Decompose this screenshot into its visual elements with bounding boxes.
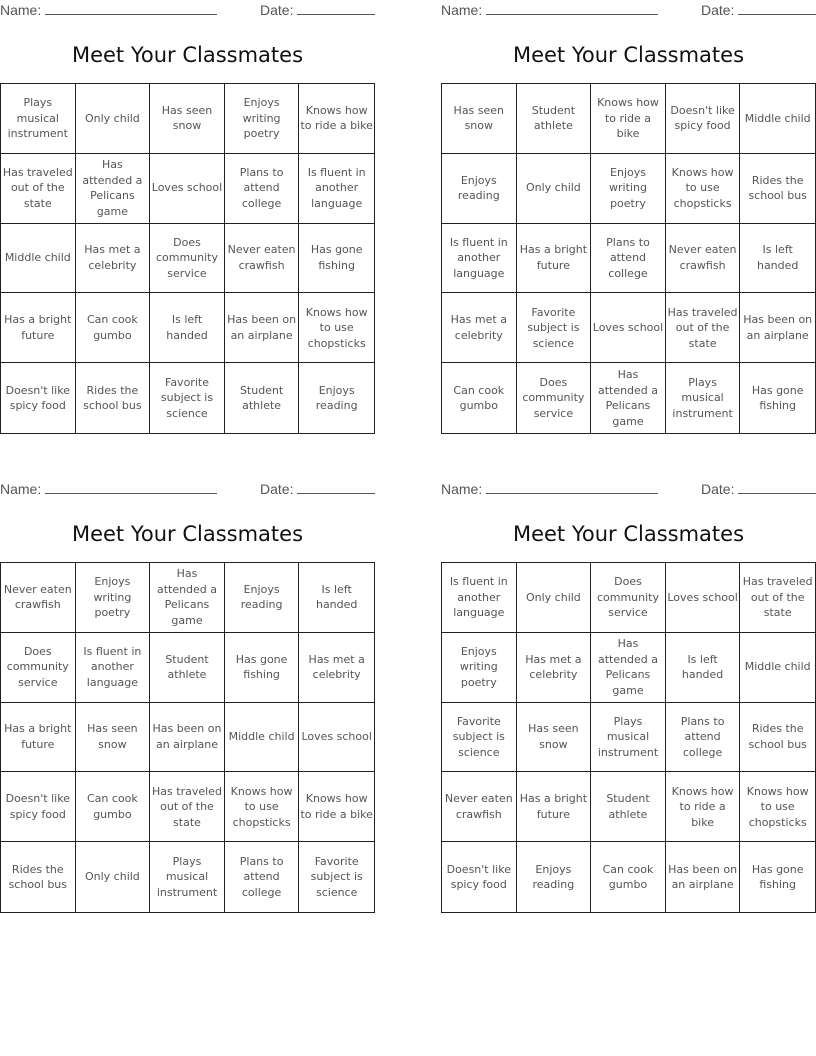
bingo-cell[interactable]: Doesn't like spicy food — [442, 842, 517, 912]
bingo-cell[interactable]: Is fluent in another language — [442, 563, 517, 633]
bingo-grid — [0, 562, 375, 913]
bingo-cell[interactable]: Middle child — [740, 633, 815, 703]
bingo-cell[interactable]: Plays musical instrument — [150, 842, 225, 912]
bingo-cell[interactable]: Rides the school bus — [76, 363, 151, 433]
bingo-cell[interactable]: Student athlete — [150, 633, 225, 703]
bingo-cell[interactable]: Can cook gumbo — [442, 363, 517, 433]
bingo-card-1 — [0, 0, 375, 440]
bingo-cell[interactable]: Doesn't like spicy food — [1, 363, 76, 433]
bingo-card-2 — [441, 0, 816, 440]
bingo-cell[interactable]: Has traveled out of the state — [666, 293, 741, 363]
bingo-cell[interactable]: Has attended a Pelicans game — [76, 154, 151, 224]
bingo-cell[interactable]: Knows how to ride a bike — [666, 772, 741, 842]
name-field[interactable] — [441, 2, 658, 18]
bingo-cell[interactable]: Middle child — [740, 84, 815, 154]
bingo-cell[interactable]: Has gone fishing — [225, 633, 300, 703]
bingo-cell[interactable]: Can cook gumbo — [76, 293, 151, 363]
bingo-cell[interactable]: Has traveled out of the state — [150, 772, 225, 842]
name-label: Name: — [0, 2, 42, 18]
name-blank-line[interactable] — [45, 481, 217, 494]
bingo-cell[interactable]: Favorite subject is science — [310, 854, 363, 899]
bingo-cell[interactable]: Never eaten crawfish — [442, 772, 517, 842]
bingo-cell[interactable]: Never eaten crawfish — [1, 563, 76, 633]
bingo-cell[interactable]: Loves school — [150, 154, 225, 224]
bingo-cell[interactable]: Only child — [76, 84, 151, 154]
bingo-cell[interactable]: Plans to attend college — [225, 842, 300, 912]
name-blank-line[interactable] — [45, 2, 217, 15]
date-field[interactable] — [260, 2, 375, 18]
bingo-cell[interactable]: Enjoys reading — [442, 154, 517, 224]
bingo-cell[interactable]: Has attended a Pelicans game — [150, 563, 225, 633]
bingo-cell[interactable]: Rides the school bus — [740, 154, 815, 224]
bingo-cell[interactable]: Has seen snow — [150, 84, 225, 154]
bingo-cell[interactable]: Never eaten crawfish — [666, 224, 741, 294]
bingo-cell[interactable]: Plays musical instrument — [666, 363, 741, 433]
bingo-cell[interactable]: Rides the school bus — [740, 703, 815, 773]
name-field[interactable] — [0, 481, 217, 497]
bingo-cell[interactable]: Favorite subject is science — [517, 293, 592, 363]
name-label: Name: — [441, 481, 483, 497]
bingo-cell[interactable]: Can cook gumbo — [76, 772, 151, 842]
bingo-cell[interactable]: Knows how to use chopsticks — [666, 154, 741, 224]
name-blank-line[interactable] — [486, 2, 658, 15]
card-header — [0, 2, 375, 20]
bingo-cell[interactable]: Has gone fishing — [751, 383, 804, 413]
bingo-cell[interactable]: Has been on an airplane — [666, 842, 741, 912]
bingo-cell[interactable]: Has attended a Pelicans game — [591, 633, 666, 703]
bingo-cell[interactable]: Enjoys writing poetry — [76, 563, 151, 633]
bingo-cell[interactable]: Enjoys reading — [315, 383, 358, 413]
card-title: Meet Your Classmates — [71, 43, 304, 67]
bingo-card-4 — [441, 479, 816, 919]
bingo-cell[interactable]: Middle child — [225, 703, 300, 773]
bingo-cell[interactable]: Has met a celebrity — [517, 633, 592, 703]
bingo-cell[interactable]: Has been on an airplane — [150, 703, 225, 773]
bingo-cell[interactable]: Only child — [517, 563, 592, 633]
bingo-cell[interactable]: Only child — [76, 842, 151, 912]
date-label: Date: — [260, 481, 294, 497]
bingo-grid — [441, 562, 816, 913]
bingo-cell[interactable]: Has seen snow — [517, 703, 592, 773]
bingo-cell[interactable]: Is fluent in another language — [442, 224, 517, 294]
bingo-cell[interactable]: Is left handed — [666, 633, 741, 703]
name-field[interactable] — [0, 2, 217, 18]
bingo-cell[interactable]: Has gone fishing — [751, 862, 804, 892]
bingo-cell[interactable]: Does community service — [1, 633, 76, 703]
bingo-cell[interactable]: Does community service — [517, 363, 592, 433]
bingo-cell[interactable]: Favorite subject is science — [442, 703, 517, 773]
date-blank-line[interactable] — [738, 481, 816, 494]
name-blank-line[interactable] — [486, 481, 658, 494]
card-header — [441, 2, 816, 20]
bingo-cell[interactable]: Is left handed — [740, 224, 815, 294]
bingo-cell[interactable]: Has gone fishing — [299, 224, 374, 294]
card-title: Meet Your Classmates — [71, 522, 304, 546]
date-blank-line[interactable] — [297, 2, 375, 15]
bingo-cell[interactable]: Knows how to use chopsticks — [740, 772, 815, 842]
bingo-cell[interactable]: Plans to attend college — [225, 154, 300, 224]
bingo-cell[interactable]: Only child — [517, 154, 592, 224]
date-field[interactable] — [701, 481, 816, 497]
bingo-cell[interactable]: Plays musical instrument — [591, 703, 666, 773]
bingo-cell[interactable]: Knows how to ride a bike — [299, 84, 374, 154]
bingo-cell[interactable]: Plays musical instrument — [1, 84, 76, 154]
bingo-cell[interactable]: Has a bright future — [1, 703, 76, 773]
bingo-cell[interactable]: Knows how to ride a bike — [299, 772, 374, 842]
date-field[interactable] — [701, 2, 816, 18]
bingo-cell[interactable]: Knows how to use chopsticks — [225, 772, 300, 842]
date-label: Date: — [260, 2, 294, 18]
bingo-cell[interactable]: Has a bright future — [517, 224, 592, 294]
bingo-cell[interactable]: Student athlete — [591, 772, 666, 842]
bingo-cell[interactable]: Favorite subject is science — [150, 363, 225, 433]
bingo-grid — [441, 83, 816, 434]
bingo-cell[interactable]: Plans to attend college — [666, 703, 741, 773]
bingo-cell[interactable]: Never eaten crawfish — [225, 224, 300, 294]
bingo-cell[interactable]: Loves school — [299, 703, 374, 773]
bingo-cell[interactable]: Has traveled out of the state — [740, 563, 815, 633]
bingo-cell[interactable]: Doesn't like spicy food — [666, 84, 741, 154]
bingo-cell[interactable]: Doesn't like spicy food — [1, 772, 76, 842]
bingo-cell[interactable]: Has attended a Pelicans game — [591, 363, 666, 433]
name-label: Name: — [441, 2, 483, 18]
bingo-cell[interactable]: Has seen snow — [76, 703, 151, 773]
bingo-cell[interactable]: Middle child — [1, 224, 76, 294]
bingo-cell[interactable]: Student athlete — [225, 363, 300, 433]
name-label: Name: — [0, 481, 42, 497]
bingo-cell[interactable]: Has met a celebrity — [299, 633, 374, 703]
bingo-cell[interactable]: Has been on an airplane — [225, 293, 300, 363]
card-header — [0, 481, 375, 499]
bingo-cell[interactable]: Plans to attend college — [591, 224, 666, 294]
bingo-cell[interactable]: Has seen snow — [442, 84, 517, 154]
date-label: Date: — [701, 481, 735, 497]
date-label: Date: — [701, 2, 735, 18]
bingo-cell[interactable]: Is left handed — [299, 563, 374, 633]
bingo-grid — [0, 83, 375, 434]
bingo-cell[interactable]: Enjoys writing poetry — [225, 84, 300, 154]
bingo-cell[interactable]: Has a bright future — [1, 293, 76, 363]
bingo-cell[interactable]: Loves school — [666, 563, 741, 633]
date-blank-line[interactable] — [738, 2, 816, 15]
bingo-cell[interactable]: Has met a celebrity — [442, 293, 517, 363]
bingo-cell[interactable]: Has traveled out of the state — [1, 154, 76, 224]
bingo-card-3 — [0, 479, 375, 919]
bingo-cell[interactable]: Has met a celebrity — [76, 224, 151, 294]
bingo-cell[interactable]: Knows how to ride a bike — [591, 84, 666, 154]
date-field[interactable] — [260, 481, 375, 497]
bingo-cell[interactable]: Is left handed — [150, 293, 225, 363]
card-title: Meet Your Classmates — [512, 522, 745, 546]
bingo-cell[interactable]: Loves school — [591, 293, 666, 363]
bingo-cell[interactable]: Enjoys writing poetry — [442, 633, 517, 703]
bingo-cell[interactable]: Enjoys writing poetry — [591, 154, 666, 224]
bingo-cell[interactable]: Is fluent in another language — [299, 154, 374, 224]
bingo-cell[interactable]: Is fluent in another language — [76, 633, 151, 703]
bingo-cell[interactable]: Can cook gumbo — [591, 842, 666, 912]
bingo-cell[interactable]: Knows how to use chopsticks — [299, 293, 374, 363]
bingo-cell[interactable]: Has a bright future — [517, 772, 592, 842]
bingo-cell[interactable]: Rides the school bus — [1, 842, 76, 912]
card-title: Meet Your Classmates — [512, 43, 745, 67]
bingo-cell[interactable]: Student athlete — [517, 84, 592, 154]
bingo-cell[interactable]: Has been on an airplane — [740, 293, 815, 363]
date-blank-line[interactable] — [297, 481, 375, 494]
bingo-cell[interactable]: Does community service — [150, 224, 225, 294]
bingo-cell[interactable]: Enjoys reading — [517, 842, 592, 912]
card-header — [441, 481, 816, 499]
name-field[interactable] — [441, 481, 658, 497]
bingo-cell[interactable]: Enjoys reading — [225, 563, 300, 633]
bingo-cell[interactable]: Does community service — [591, 563, 666, 633]
